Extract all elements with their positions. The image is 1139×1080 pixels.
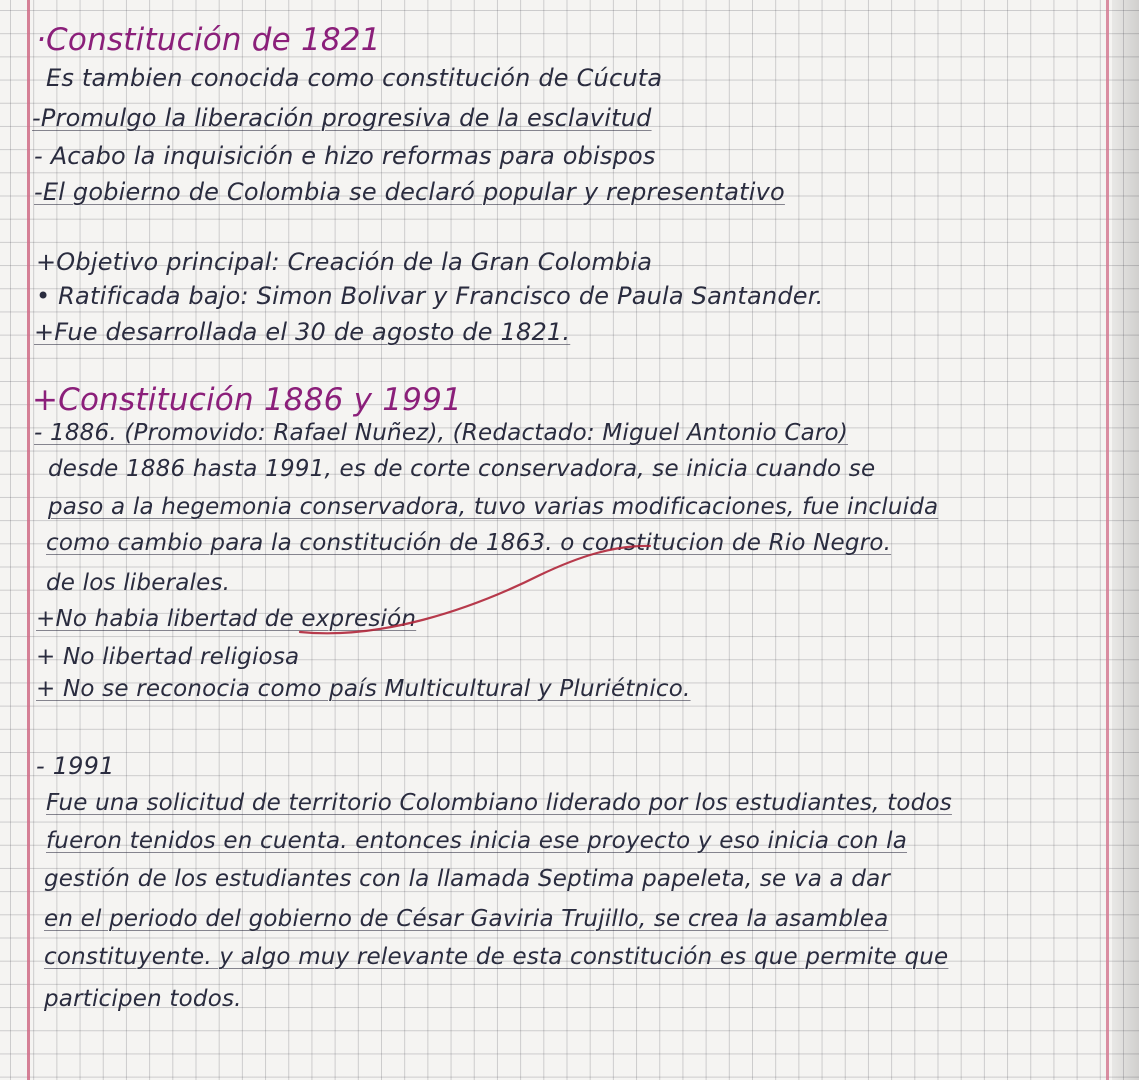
section-1821-bullet: • Ratificada bajo: Simon Bolivar y Francisco de Paula Santander. xyxy=(36,282,824,310)
section-1821-bullet: +Objetivo principal: Creación de la Gran Colombia xyxy=(36,248,653,276)
section-1821-line: -Promulgo la liberación progresiva de la esclavitud xyxy=(32,104,652,132)
section-1991-line: constituyente. y algo muy relevante de esta constitución es que permite que xyxy=(44,944,949,970)
section-1991-line: Fue una solicitud de territorio Colombiano liderado por los estudiantes, todos xyxy=(46,790,952,816)
section-1886-line: - 1886. (Promovido: Rafael Nuñez), (Redactado: Miguel Antonio Caro) xyxy=(34,420,848,446)
section-1991-line: participen todos. xyxy=(44,986,242,1012)
section-1886-line: paso a la hegemonia conservadora, tuvo varias modificaciones, fue incluida xyxy=(48,494,939,520)
section-1886-bullet: +No habia libertad de expresión xyxy=(36,606,417,632)
right-margin-line xyxy=(1106,0,1109,1080)
section-1991-line: gestión de los estudiantes con la llamada Septima papeleta, se va a dar xyxy=(44,866,891,892)
section-1886-line: desde 1886 hasta 1991, es de corte conservadora, se inicia cuando se xyxy=(48,456,876,482)
section-1886-line: como cambio para la constitución de 1863. o constitucion de Rio Negro. xyxy=(46,530,892,556)
section-1991-line: fueron tenidos en cuenta. entonces inicia ese proyecto y eso inicia con la xyxy=(46,828,908,854)
section-1886-1991-title: +Constitución 1886 y 1991 xyxy=(32,382,462,418)
left-margin-line xyxy=(27,0,30,1080)
section-1821-line: Es tambien conocida como constitución de Cúcuta xyxy=(46,64,663,92)
section-1821-bullet: +Fue desarrollada el 30 de agosto de 1821. xyxy=(34,318,571,346)
section-1821-line: -El gobierno de Colombia se declaró popular y representativo xyxy=(34,178,785,206)
page-edge-shadow xyxy=(1112,0,1139,1080)
section-1886-bullet: + No se reconocia como país Multicultural y Pluriétnico. xyxy=(36,676,691,702)
section-1991-heading: - 1991 xyxy=(36,752,115,780)
section-1886-bullet: + No libertad religiosa xyxy=(36,644,300,670)
section-1886-line: de los liberales. xyxy=(46,570,231,596)
section-1991-line: en el periodo del gobierno de César Gaviria Trujillo, se crea la asamblea xyxy=(44,906,889,932)
section-1821-line: - Acabo la inquisición e hizo reformas para obispos xyxy=(34,142,656,170)
section-1821-title: ·Constitución de 1821 xyxy=(36,22,381,58)
